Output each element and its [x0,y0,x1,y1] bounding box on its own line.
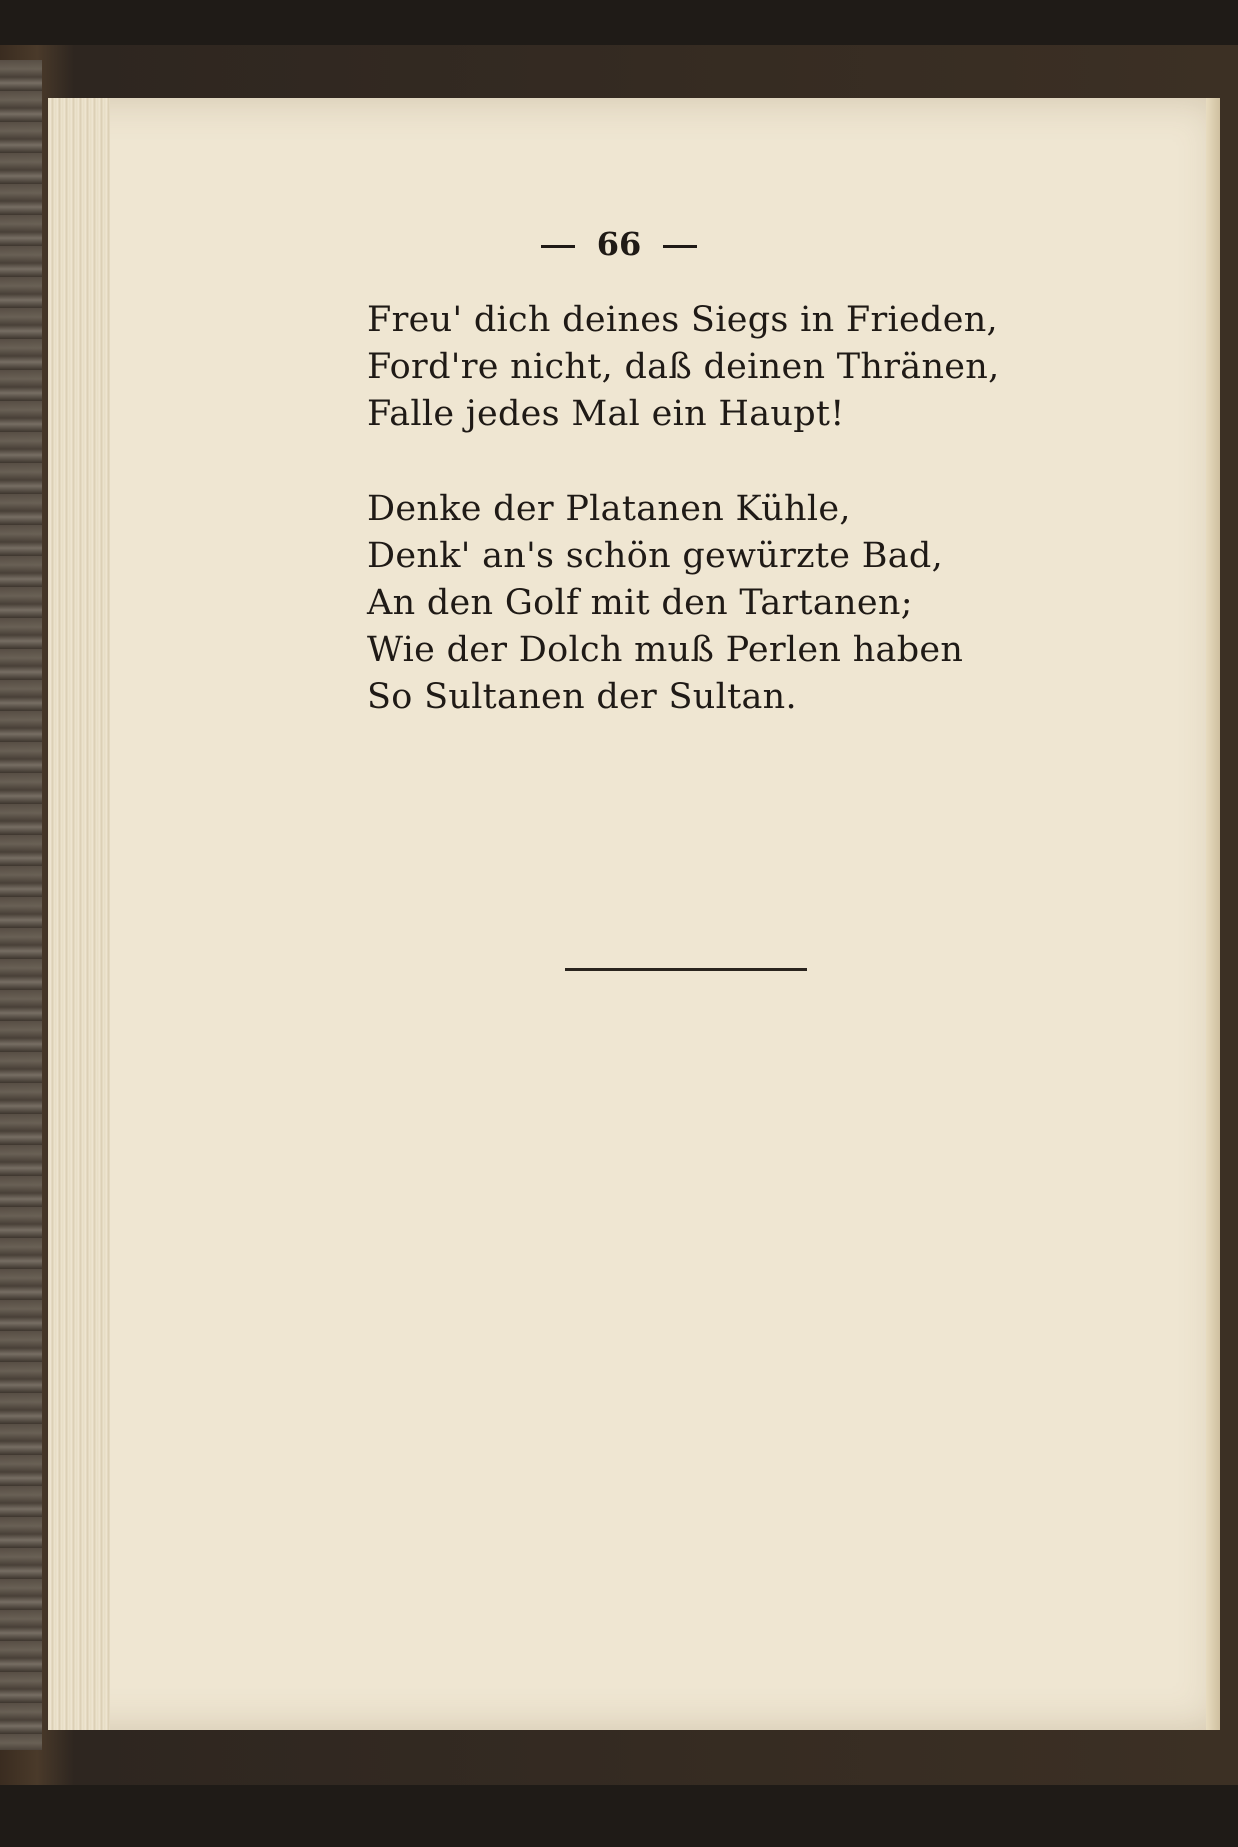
verse-line: Falle jedes Mal ein Haupt! [367,394,845,434]
verse-line: Wie der Dolch muß Perlen haben [367,630,964,670]
cover-edge [0,60,42,1750]
stanza-2 [367,486,963,721]
verse-line: Freu' dich deines Siegs in Frieden, [367,300,998,340]
verse-line: Denk' an's schön gewürzte Bad, [367,536,944,576]
header-dash-left [541,245,575,248]
header-dash-right [663,245,697,248]
verse-line: Denke der Platanen Kühle, [367,489,851,529]
page-stack-edge [48,98,110,1730]
page-number: 66 [596,225,642,263]
section-divider-rule [565,968,807,971]
verse-line: Ford're nicht, daß deinen Thränen, [367,347,1000,387]
verse-line: So Sultanen der Sultan. [367,677,797,717]
page-header [0,225,1238,263]
page-gutter [1206,98,1220,1730]
verse-line: An den Golf mit den Tartanen; [367,583,913,623]
stanza-1 [367,297,1000,438]
